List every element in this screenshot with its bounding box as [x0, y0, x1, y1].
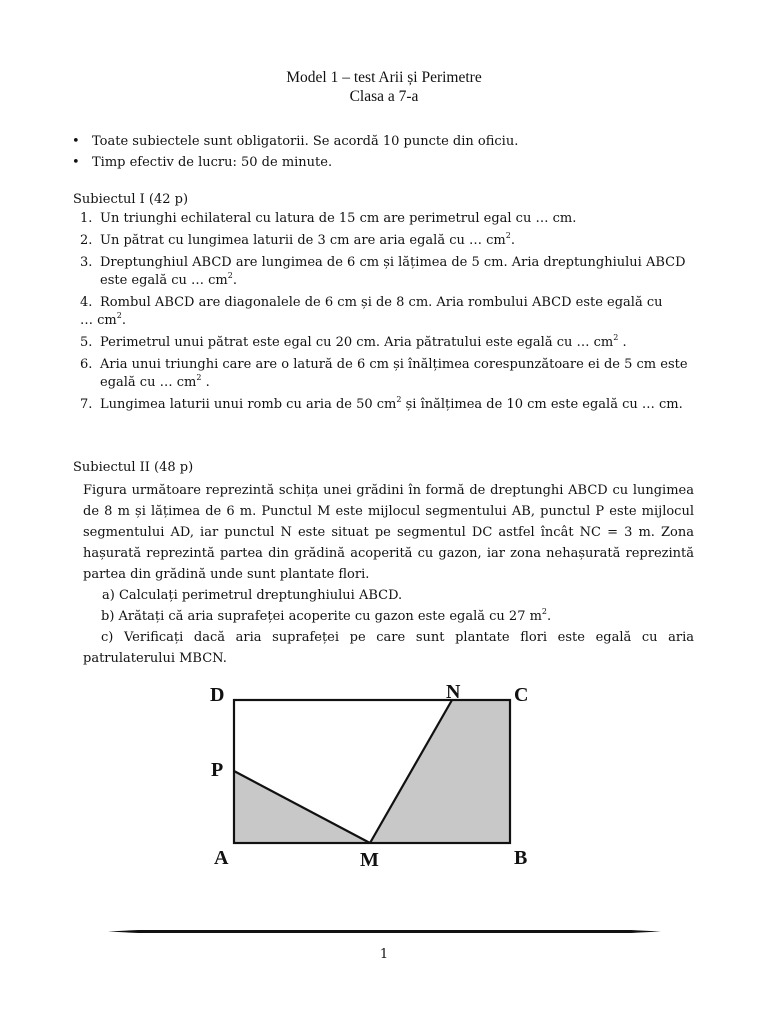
question-item — [80, 232, 695, 250]
question-number: 4. — [80, 295, 93, 310]
superscript: 2 — [613, 333, 619, 342]
garden-figure — [200, 676, 560, 876]
label-m: M — [360, 849, 379, 871]
question-number: 2. — [80, 233, 93, 248]
subject2-paragraph: Figura următoare reprezintă schița unei grădini în formă de dreptunghi ABCD cu lungimea de 8 m și lățimea de 6 m. Punctul M este mijlocul segmentului AB, punctul P este mijlocul segmentului AD, iar punctul N este situat pe segmentul DC astfel încât NC = 3 m. Zona hașurată reprezintă partea din grădină acoperită cu gazon, iar zona nehașurată reprezintă partea din grădină unde sunt plantate flori. — [83, 483, 694, 582]
page-number: 1 — [379, 947, 389, 962]
question-text: Un pătrat cu lungimea laturii de 3 cm are aria egală cu … cm — [100, 233, 506, 248]
instruction-item: • Timp efectiv de lucru: 50 de minute. — [72, 152, 712, 173]
question-text-cont: … cm — [80, 313, 117, 328]
question-item — [80, 294, 695, 330]
superscript: 2 — [541, 607, 548, 616]
question-text: Dreptunghiul ABCD are lungimea de 6 cm și lățimea de 5 cm. Aria dreptunghiului ABCD este egală cu … cm — [100, 255, 686, 288]
footer-divider — [108, 930, 661, 933]
document-title — [0, 68, 768, 106]
question-text-end: . — [232, 273, 237, 288]
question-number: 5. — [80, 335, 93, 350]
superscript: 2 — [116, 311, 122, 320]
superscript: 2 — [196, 373, 202, 382]
subject2-heading: Subiectul II (48 p) — [73, 460, 194, 475]
question-text: Lungimea laturii unui romb cu aria de 50 cm — [100, 397, 397, 412]
question-text: Rombul ABCD are diagonalele de 6 cm și de 8 cm. Aria rombului ABCD este egală cu — [100, 295, 663, 310]
label-b: B — [514, 847, 528, 869]
label-a: A — [214, 847, 229, 869]
instruction-item: • Toate subiectele sunt obligatorii. Se acordă 10 puncte din oficiu. — [72, 131, 712, 152]
label-c: C — [514, 684, 529, 706]
question-text-end: . — [121, 313, 126, 328]
question-text: Un triunghi echilateral cu latura de 15 cm are perimetrul egal cu … cm. — [100, 211, 577, 226]
question-number: 6. — [80, 357, 93, 372]
label-n: N — [446, 681, 461, 703]
question-text-end: . — [510, 233, 515, 248]
question-text-end: și înălțimea de 10 cm este egală cu … cm. — [401, 397, 683, 412]
question-item — [80, 356, 695, 392]
question-number: 3. — [80, 255, 93, 270]
question-number: 7. — [80, 397, 93, 412]
question-item — [80, 210, 695, 228]
superscript: 2 — [396, 395, 402, 404]
superscript: 2 — [227, 271, 233, 280]
instructions-list — [72, 131, 712, 173]
label-d: D — [210, 684, 225, 706]
label-p: P — [211, 759, 224, 781]
question-text: Aria unui triunghi care are o latură de 6 cm și înălțimea corespunzătoare ei de 5 cm este egală cu … cm — [100, 357, 688, 390]
question-text-end: . — [618, 335, 627, 350]
subquestion-a: a) Calculați perimetrul dreptunghiului ABCD. — [102, 588, 403, 603]
subject1-heading: Subiectul I (42 p) — [73, 192, 189, 207]
subquestion-b-text: b) Arătați că aria suprafeței acoperite cu gazon este egală cu 27 m — [101, 609, 542, 624]
question-item — [80, 334, 695, 352]
question-text: Perimetrul unui pătrat este egal cu 20 cm. Aria pătratului este egală cu … cm — [100, 335, 614, 350]
title-line-2: Clasa a 7-a — [349, 88, 419, 105]
question-text-line2 — [80, 312, 695, 330]
question-number: 1. — [80, 211, 93, 226]
question-item — [80, 396, 695, 414]
superscript: 2 — [505, 231, 511, 240]
question-item — [80, 254, 695, 290]
subquestion-b-end: . — [547, 609, 552, 624]
title-line-1: Model 1 – test Arii și Perimetre — [286, 69, 482, 86]
question-text-end: . — [201, 375, 210, 390]
subquestion-b — [83, 606, 694, 627]
subject1-items — [80, 210, 695, 418]
subquestion-c: c) Verificați dacă aria suprafeței pe care sunt plantate flori este egală cu aria patrulaterului MBCN. — [83, 630, 694, 666]
